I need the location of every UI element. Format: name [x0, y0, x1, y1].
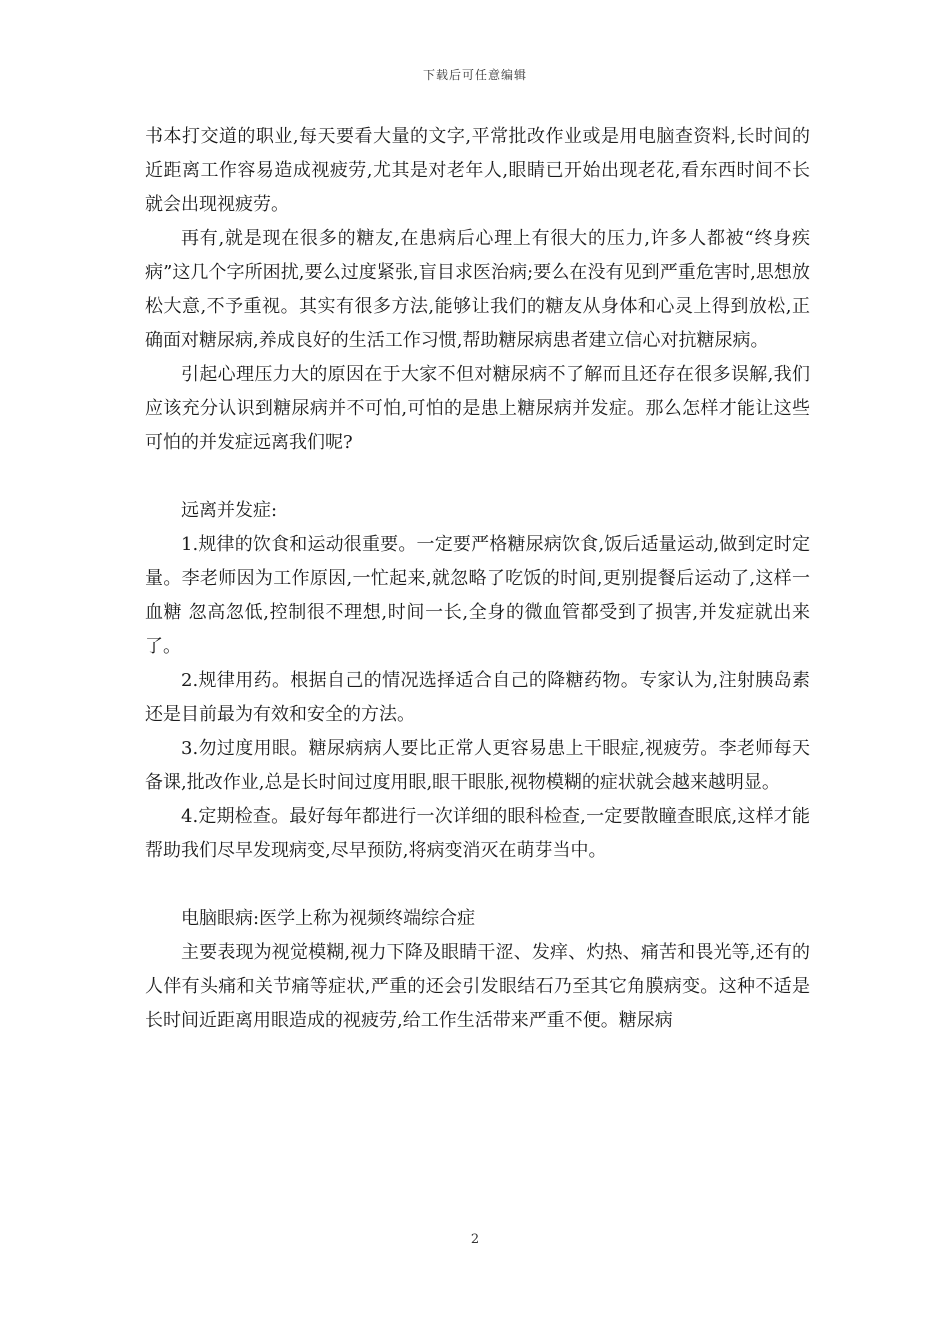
- paragraph-cause-of-pressure: 引起心理压力大的原因在于大家不但对糖尿病不了解而且还存在很多误解,我们应该充分认识到糖尿病并不可怕,可怕的是患上糖尿病并发症。那么怎样才能让这些可怕的并发症远离我们呢?: [145, 364, 810, 453]
- blank-line: [145, 460, 810, 494]
- paragraph-symptoms: 主要表现为视觉模糊,视力下降及眼睛干涩、发痒、灼热、痛苦和畏光等,还有的人伴有头痛和关节痛等症状,严重的还会引发眼结石乃至其它角膜病变。这种不适是长时间近距离用眼造成的视疲劳,给工作生活带来严重不便。糖尿病: [145, 942, 810, 1031]
- list-item-diet-exercise: 1.规律的饮食和运动很重要。一定要严格糖尿病饮食,饭后适量运动,做到定时定量。李老师因为工作原因,一忙起来,就忽略了吃饭的时间,更别提餐后运动了,这样一血糖 忽高忽低,控制很不理想,时间一长,全身的微血管都受到了损害,并发症就出来了。: [145, 534, 810, 657]
- list-item-checkup: 4.定期检查。最好每年都进行一次详细的眼科检查,一定要散瞳查眼底,这样才能帮助我们尽早发现病变,尽早预防,将病变消灭在萌芽当中。: [145, 806, 810, 861]
- document-body: [145, 120, 810, 1038]
- section-heading-complications: 远离并发症:: [181, 500, 278, 521]
- list-item-eye-use: 3.勿过度用眼。糖尿病病人要比正常人更容易患上干眼症,视疲劳。李老师每天备课,批改作业,总是长时间过度用眼,眼干眼胀,视物模糊的症状就会越来越明显。: [145, 738, 810, 793]
- paragraph-continuation: 书本打交道的职业,每天要看大量的文字,平常批改作业或是用电脑查资料,长时间的近距离工作容易造成视疲劳,尤其是对老年人,眼睛已开始出现老花,看东西时间不长就会出现视疲劳。: [145, 126, 810, 215]
- paragraph-psychological-pressure: 再有,就是现在很多的糖友,在患病后心理上有很大的压力,许多人都被“终身疾病”这几个字所困扰,要么过度紧张,盲目求医治病;要么在没有见到严重危害时,思想放松大意,不予重视。其实有很多方法,能够让我们的糖友从身体和心灵上得到放松,正确面对糖尿病,养成良好的生活工作习惯,帮助糖尿病患者建立信心对抗糖尿病。: [145, 228, 810, 351]
- page-number: 2: [470, 1232, 480, 1247]
- page-header: 下载后可任意编辑: [422, 68, 527, 82]
- list-item-medication: 2.规律用药。根据自己的情况选择适合自己的降糖药物。专家认为,注射胰岛素还是目前最为有效和安全的方法。: [145, 670, 810, 725]
- blank-line: [145, 868, 810, 902]
- section-heading-computer-eye: 电脑眼病:医学上称为视频终端综合症: [181, 908, 476, 929]
